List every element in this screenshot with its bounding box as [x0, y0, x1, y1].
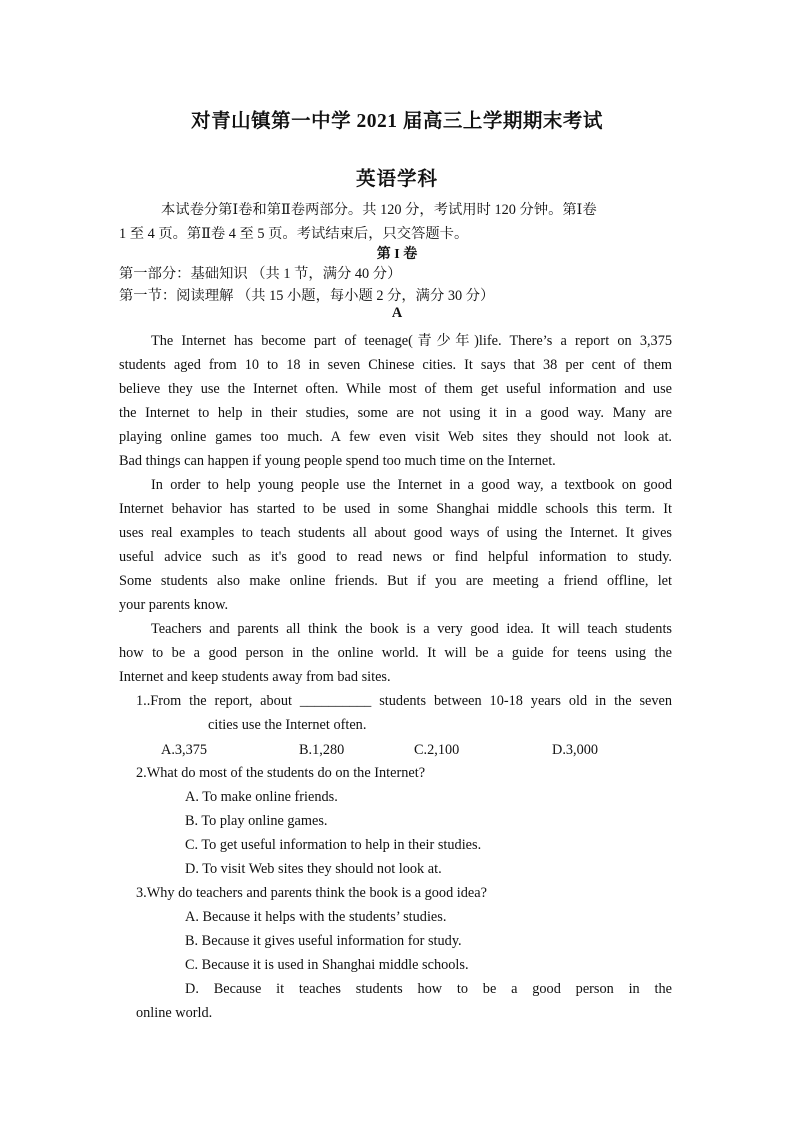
paragraph-line: Internet and keep students away from bad sites. [119, 669, 391, 685]
paragraph-line: uses real examples to teach students all about good ways of using the Internet. It gives [119, 525, 672, 541]
question-2-option-c: C. To get useful information to help in their studies. [185, 837, 482, 853]
paragraph-line: Bad things can happen if young people spend too much time on the Internet. [119, 453, 556, 469]
question-3-option-c: C. Because it is used in Shanghai middle schools. [185, 957, 469, 973]
question-3-option-d: D. Because it teaches students how to be a good person in the [185, 981, 672, 997]
instructions-line: 本试卷分第Ⅰ卷和第Ⅱ卷两部分。共 120 分，考试用时 120 分钟。第Ⅰ卷 [161, 202, 597, 218]
part-label: 第一部分：基础知识 （共 1 节，满分 40 分） [119, 266, 402, 282]
question-3-option-d-continued: online world. [136, 1005, 213, 1021]
exam-title: 对青山镇第一中学 2021 届高三上学期期末考试 [191, 111, 603, 132]
paragraph-line: how to be a good person in the online world. It will be a guide for teens using the [119, 645, 672, 661]
passage-paragraph [119, 617, 672, 689]
paragraph-line: the Internet to help in their studies, some are not using it in a good way. Many are [119, 405, 672, 421]
question-1-stem-continued: cities use the Internet often. [208, 717, 367, 733]
question-2-option-b: B. To play online games. [185, 813, 328, 829]
paragraph-line: your parents know. [119, 597, 229, 613]
question-1-option-d: D.3,000 [552, 742, 599, 758]
question-1-option-b: B.1,280 [299, 742, 345, 758]
paragraph-line: In order to help young people use the Internet in a good way, a textbook on good [151, 477, 672, 493]
question-2-option-d: D. To visit Web sites they should not look at. [185, 861, 442, 877]
question-2-stem: 2.What do most of the students do on the Internet? [136, 765, 426, 781]
question-1-option-a: A.3,375 [161, 742, 208, 758]
volume-label: 第 I 卷 [376, 247, 418, 262]
paragraph-line: believe they use the Internet often. While most of them get useful information and use [119, 381, 672, 397]
question-3-option-b: B. Because it gives useful information for study. [185, 933, 462, 949]
paragraph-line: useful advice such as it's good to read news or find helpful information to study. [119, 549, 672, 565]
paragraph-line: The Internet has become part of teenage(青少年)life. There’s a report on 3,375 [151, 333, 672, 349]
section-label: 第一节：阅读理解 （共 15 小题，每小题 2 分，满分 30 分） [119, 288, 495, 304]
subject-heading: 英语学科 [355, 169, 438, 190]
question-3-stem: 3.Why do teachers and parents think the book is a good idea? [136, 885, 487, 901]
paragraph-line: Some students also make online friends. But if you are meeting a friend offline, let [119, 573, 672, 589]
instructions-line: 1 至 4 页。第Ⅱ卷 4 至 5 页。考试结束后，只交答题卡。 [119, 226, 469, 242]
question-2-option-a: A. To make online friends. [185, 789, 338, 805]
passage-label: A [391, 305, 403, 321]
passage-paragraph [119, 329, 672, 473]
question-3-option-a: A. Because it helps with the students’ studies. [185, 909, 447, 925]
passage-paragraph [119, 473, 672, 617]
question-1-stem: 1..From the report, about __________ students between 10-18 years old in the seven [136, 693, 672, 709]
question-1-option-c: C.2,100 [414, 742, 460, 758]
paragraph-line: playing online games too much. A few even visit Web sites they should not look at. [119, 429, 672, 445]
exam-instructions [119, 198, 675, 246]
paragraph-line: students aged from 10 to 18 in seven Chinese cities. It says that 38 per cent of them [119, 357, 672, 373]
paragraph-line: Teachers and parents all think the book is a very good idea. It will teach students [151, 621, 672, 637]
paragraph-line: Internet behavior has started to be used in some Shanghai middle schools this term. It [119, 501, 672, 517]
